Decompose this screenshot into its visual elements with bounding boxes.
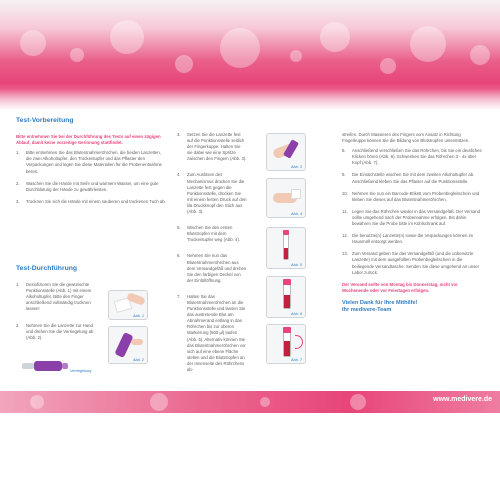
step-number: 11. [342,208,348,214]
step-number: 2. [16,180,20,186]
step-number: 5. [177,225,181,231]
step-number: 1. [16,282,20,288]
middle-step [177,225,247,243]
figure-caption: Abb. 4 [291,212,302,216]
step-text: Die Einstichstelle wischen Sie mit dem zweiten Alkoholtupfer ab. Anschließend kleben Sie das Pflaster auf die Punktionsstelle. [352,172,475,184]
step-number: 3. [177,132,181,137]
prep-step [16,199,166,205]
step-number: 2. [16,322,20,328]
thanks-line-1: Vielen Dank für Ihre Mithilfe! [342,299,418,306]
prep-intro: Bitte entnehmen Sie bei der Durchführung des Tests auf einen zügigen Ablauf, damit keine vorzeitige Gerinnung stattfindet. [16,134,161,146]
figure-6 [266,276,306,318]
shipping-note: Der Versand sollte von Montag bis Donnerstag, nicht vor Wochenende oder vor Feiertagen erfolgen. [342,281,458,293]
lock-label: Verriegelung [70,369,92,373]
prep-step [16,181,166,193]
step-number: 13. [342,251,348,257]
step-text: Waschen Sie die Hände mit Seife und warmem Wasser, um eine gute Durchblutung der Hände zu gewährleisten. [26,180,159,192]
middle-step [177,294,247,373]
continued-text: streifen. Durch Massieren des Fingers vom Ansatz in Richtung Fingerkuppe können Sie die Bildung von Blutstropfen unterstützen. [342,132,470,144]
exec-title: Test-Durchführung [16,265,78,272]
figure-7 [266,324,306,364]
step-number: 12. [342,233,348,239]
figure-5 [266,227,306,269]
step-number: 3. [16,198,20,204]
right-step [342,148,482,166]
step-text: Nehmen Sie nun ein Barcode-Etikett vom Probenbegleitschein und kleben Sie dieses auf das Blutentnahmeröhrchen. [352,190,480,202]
middle-column [177,132,247,379]
step-text: Setzen Sie die Lanzette fest auf die Punktionsstelle seitlich der Fingerkuppe. Halten Sie sie dabei wie eine Spritze zwischen den Fingern (Abb. 3). [187,132,247,162]
step-text: Legen Sie das Röhrchen wieder in das Versandgefäß. Der Versand sollte umgehend nach der Probennahme erfolgen. Bis dahin bewahren Sie die Probe bitte im Kühlschrank auf. [352,208,481,227]
step-text: Wischen Sie den ersten Blutstropfen mit dem Trockentupfer weg (Abb. 4). [187,225,241,243]
step-number: 4. [177,172,181,178]
figure-caption: Abb. 1 [133,314,144,318]
figure-1 [108,290,148,320]
middle-step [177,172,247,215]
step-text: Bitte entnehmen Sie das Blutentnahmeröhrchen, die beiden Lanzetten, die zwei Alkoholtupfer, den Trockentupfer und das Pflaster den Verpackungen und legen Sie diese Materialien für die Probenentnahme bereit. [26,150,162,174]
middle-step [177,132,247,162]
right-step [342,209,482,227]
prep-step [16,150,166,174]
step-number: 6. [177,253,181,259]
step-text: Zum Versand geben Sie das Versandgefäß (und die unbenutzte Lanzette) mit dem ausgefüllten Probenbegleitschein in die beiliegende Versandtasche. Senden Sie diese umgehend an unser Labor zurück. [352,251,480,275]
figure-caption: Abb. 3 [291,165,302,169]
figure-caption: Abb. 6 [291,312,302,316]
step-number: 9. [342,172,346,178]
figure-caption: Abb. 5 [291,263,302,267]
step-text: Desinfizieren Sie die gewünschte Punktionsstelle (Abb. 1) mit einem Alkoholtupfer. Bitte den Finger anschließend vollständig trocknen lassen! [26,282,92,312]
step-text: Halten Sie das Blutentnahmeröhrchen an die Punktionsstelle und lassen Sie das austretende Blut am Abnahmerand entlang in das Röhrchen bis zur oberen Markierung (500 µl) laufen (Abb. 5). Alternativ können Sie das Blutentnahmeröhrchen vor sich auf eine ebene Fläche stellen und die Blutstropfen an der Innenseite des Röhrchens ab- [187,293,246,372]
figure-caption: Abb. 7 [291,358,302,362]
right-step [342,172,482,184]
website-link[interactable]: www.medivere.de [433,396,492,403]
step-text: Nehmen Sie nun das Blutentnahmeröhrchen aus dem Versandgefäß und drehen Sie den farbigen Deckel von der Einfüllöffnung. [187,253,247,283]
thanks-line-2: Ihr medivere-Team [342,307,392,314]
step-text: Die benutzte(n) Lanzette(n) sowie die Verpackungen können im Hausmüll entsorgt werden. [352,233,474,245]
step-text: Nehmen Sie die Lanzette zur Hand und drehen Sie die Verriegelung ab (Abb. 2). [26,322,94,340]
right-step [342,251,482,275]
step-text: Anschließend verschließen Sie das Röhrchen, bis Sie ein deutliches Klicken hören (Abb. 6). Schwenken Sie das Röhrchen 3 - 4x über Kopf (Abb. 7). [352,148,482,166]
left-column [16,118,166,211]
exec-step [16,323,101,341]
step-number: 10. [342,190,348,196]
step-text: Zum Auslösen des Mechanismus drücken Sie die Lanzette fest gegen die Punktionsstelle, drücken Sie mit einem festen Druck auf den lila Druckknopf den Stich aus (Abb. 3). [187,172,247,215]
exec-step [16,282,101,312]
step-text: Trocknen Sie sich die Hände mit einem sauberen und trockenen Tuch ab. [26,198,166,204]
middle-step [177,253,247,283]
right-column [342,132,482,314]
right-step [342,191,482,203]
step-number: 8. [342,148,346,154]
figure-caption: Abb. 2 [133,358,144,362]
figure-4 [266,178,306,218]
prep-title: Test-Vorbereitung [16,117,74,124]
figure-3 [266,133,306,171]
step-number: 7. [177,293,181,299]
top-decorative-band [0,0,500,111]
figure-2 [108,326,148,364]
exec-section [16,266,101,347]
step-number: 1. [16,150,20,156]
bottom-decorative-band [0,391,500,413]
right-step [342,233,482,245]
lancet-illustration [22,360,68,372]
